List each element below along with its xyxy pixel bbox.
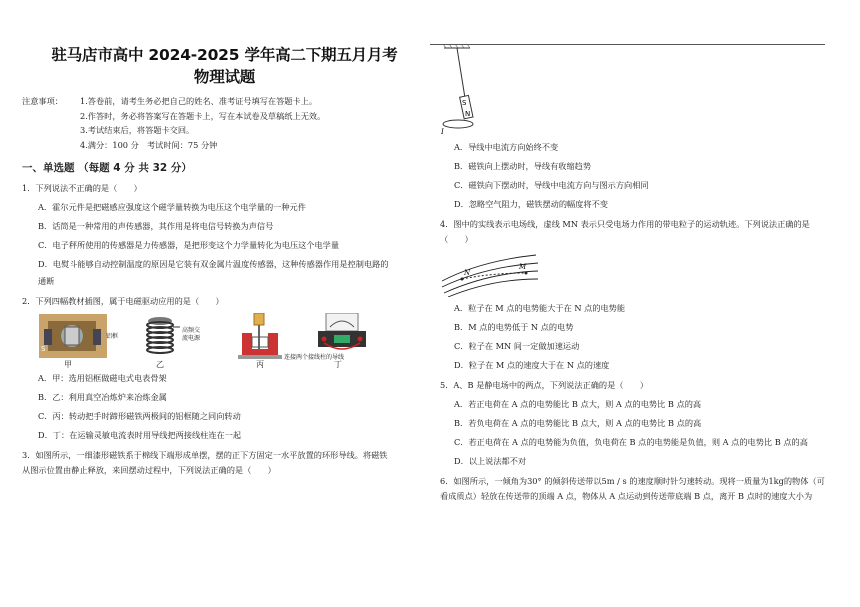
q5-stem: 5．A、B 是静电场中的两点，下列说法正确的是（ ） [440,380,649,390]
note-item: 3.考试结束后，将答题卡交回。 [80,125,195,135]
q3-stem-line1: 3．如图所示，一细漆形磁铁系于棉线下端形成单摆，摆的正下方固定一水平放置的环形导线。将磁铁 [22,450,388,460]
q1-option-d: D．电熨斗能够自动控制温度的原因是它装有双金属片温度传感器，这种传感器作用是控制电路的 [38,259,389,269]
q1-option-a: A．霍尔元件是把磁感应强度这个磁学量转换为电压这个电学量的一种元件 [38,202,306,212]
q4-option-a: A．粒子在 M 点的电势能大于在 N 点的电势能 [454,303,626,313]
q4-label-m: M [519,263,527,271]
title-line-2: 物理试题 [193,68,256,86]
question-6 [440,474,835,504]
note-item: 2.作答时，务必将答案写在答题卡上，写在本试卷及草稿纸上无效。 [80,110,326,121]
left-column [22,44,427,478]
q4-option-c: C．粒子在 MN 间一定做加速运动 [454,341,580,351]
fig-caption-bing: 丙 [256,360,264,369]
question-4 [440,217,835,373]
fig-label-wire: 连接两个接线柱的导线 [284,354,345,361]
fig-label-freq2: 流电源 [182,335,201,342]
note-item: 1.答卷前，请考生务必把自己的姓名、准考证号填写在答题卡上。 [80,96,318,106]
fig-label-freq1: 高频交 [182,327,201,334]
fig-caption-yi: 乙 [156,360,164,369]
figure-bing-magnet [238,313,282,359]
notes-label: 注意事项： [22,96,63,106]
q4-option-b: B．M 点的电势低于 N 点的电势 [454,322,574,332]
question-1 [22,181,427,289]
notes [22,94,427,152]
question-3-stem [22,448,427,478]
q2-figures [22,313,427,367]
q3-label-s: S [462,99,467,107]
q6-stem-line2: 看成质点）轻放在传送带的顶端 A 点，物体从 A 点运动到传送带底端 B 点，离开 B 点时的速度大小为 [440,491,813,501]
q2-option-a: A．甲：选用铝框做磁电式电表骨架 [38,373,167,383]
fig-caption-jia: 甲 [64,360,72,369]
question-3-options [440,140,835,212]
note-item: 4.满分：100 分 考试时间：75 分钟 [80,139,218,150]
fig-caption-ding: 丁 [334,360,342,369]
q5-option-d: D．以上说法都不对 [454,456,527,466]
figure-yi-furnace [140,313,180,359]
q6-stem-line1: 6．如图所示，一倾角为30° 的倾斜传送带以5m / s 的速度顺时针匀速转动。现将一质量为1kg的物体（可 [440,476,825,486]
q2-option-d: D．丁：在运输灵敏电流表时用导线把两接线柱连在一起 [38,430,242,440]
q2-stem: 2．下列四幅教材插图，属于电磁驱动应用的是（ ） [22,296,224,306]
q1-option-d-cont: 通断 [38,276,55,286]
q1-stem: 1．下列说法不正确的是（ ） [22,183,142,193]
q4-label-n: N [464,269,471,277]
svg-text:S: S [41,345,46,353]
q3-label-i: I [441,128,444,136]
q2-option-c: C．丙：转动把手时蹄形磁铁两极间的铝框随之同向转动 [38,411,241,421]
q3-pendulum-figure [440,44,500,136]
figure-ding-ammeter [314,313,370,355]
question-2 [22,294,427,443]
q3-option-c: C．磁铁向下摆动时，导线中电流方向与图示方向相同 [454,180,649,190]
q3-stem-line2: 从图示位置由静止释放，来回摆动过程中，下列说法正确的是（ ） [22,465,276,475]
q2-option-b: B．乙：利用真空冶炼炉来冶炼金属 [38,392,167,402]
section-heading: 一、单选题 （每题 4 分 共 32 分） [22,162,192,174]
q5-option-c: C．若正电荷在 A 点的电势能为负值，负电荷在 B 点的电势能是负值，则 A 点的电势比 B 点的高 [454,437,808,447]
fig-label-lvkuang: 铝框 [106,333,119,340]
q3-option-a: A．导线中电流方向始终不变 [454,142,559,152]
figure-jia-meter [38,313,108,359]
q4-stem-line2: （ ） [440,234,473,244]
q5-option-a: A．若正电荷在 A 点的电势能比 B 点大，则 A 点的电势比 B 点的高 [454,399,702,409]
q3-option-d: D．忽略空气阻力，磁铁摆动的幅度将不变 [454,199,608,209]
q4-option-d: D．粒子在 M 点的速度大于在 N 点的速度 [454,360,610,370]
q4-field-figure [440,251,540,297]
q3-label-n: N [465,110,471,118]
q4-stem-line1: 4．图中的实线表示电场线，虚线 MN 表示只受电场力作用的带电粒子的运动轨迹。下列说法正确的是 [440,219,810,229]
q3-option-b: B．磁铁向上摆动时，导线有收缩趋势 [454,161,592,171]
q1-option-c: C．电子秤所使用的传感器是力传感器，是把形变这个力学量转化为电压这个电学量 [38,240,340,250]
title-line-1: 驻马店市高中 2024-2025 学年高二下期五月月考 [51,46,398,64]
q1-option-b: B．话筒是一种常用的声传感器，其作用是将电信号转换为声信号 [38,221,274,231]
question-5 [440,378,835,469]
q5-option-b: B．若负电荷在 A 点的电势能比 B 点大，则 A 点的电势比 B 点的高 [454,418,702,428]
right-column [440,44,835,504]
